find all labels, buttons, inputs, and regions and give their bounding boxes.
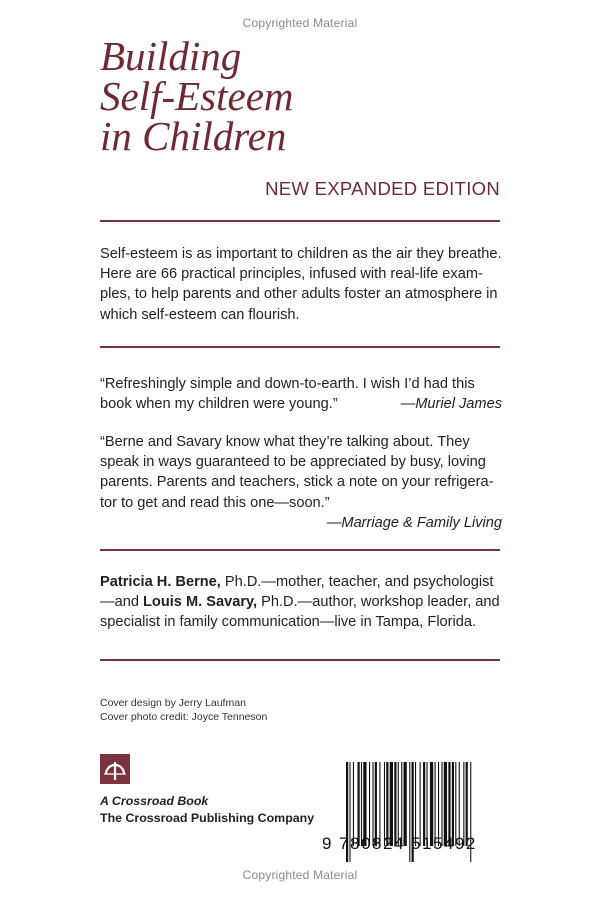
book-title <box>100 33 294 159</box>
description-line: ples, to help parents and other adults foster an atmosphere in <box>100 286 498 303</box>
description-line: which self-esteem can flourish. <box>100 306 300 323</box>
description <box>100 244 502 325</box>
author-bio-text: Ph.D.—mother, teacher, and psychologist <box>220 574 494 590</box>
title-line-1: Building <box>100 33 242 79</box>
quote-2-line: tor to get and read this one—soon.” <box>100 494 330 511</box>
author-bio <box>100 572 502 633</box>
quote-2-line: “Berne and Savary know what they’re talking about. They <box>100 434 470 450</box>
author-bio-text: specialist in family communication—live in Tampa, Florida. <box>100 614 477 631</box>
quote-2-attribution: —Marriage & Family Living <box>326 514 502 531</box>
quote-2-line: speak in ways guaranteed to be appreciated by busy, loving <box>100 454 486 471</box>
author-bio-text: Ph.D.—author, workshop leader, and <box>257 594 500 611</box>
publisher-imprint: A Crossroad Book <box>100 794 209 808</box>
divider-3 <box>100 549 500 551</box>
crossroad-logo-icon <box>100 754 130 784</box>
description-line: Self-esteem is as important to children as the air they breathe. <box>100 246 502 262</box>
quote-1-line: “Refreshingly simple and down-to-earth. I wish I’d had this <box>100 376 475 392</box>
title-line-2: Self-Esteem <box>100 73 294 119</box>
divider-4 <box>100 659 500 661</box>
quote-2 <box>100 432 502 533</box>
description-line: Here are 66 practical principles, infused with real-life exam- <box>100 266 483 283</box>
publisher-company: The Crossroad Publishing Company <box>100 811 315 825</box>
quote-1-line: book when my children were young.” <box>100 396 338 413</box>
author-name-1: Patricia H. Berne, <box>100 574 221 590</box>
author-name-2: Louis M. Savary, <box>143 594 258 611</box>
divider-1 <box>100 220 500 222</box>
cover-credits <box>100 696 267 724</box>
title-line-3: in Children <box>100 113 287 159</box>
divider-2 <box>100 346 500 348</box>
author-bio-text: —and <box>100 594 143 611</box>
watermark-bottom: Copyrighted Material <box>242 868 358 882</box>
cover-photo-credit: Cover photo credit: Joyce Tenneson <box>100 711 268 723</box>
cover-design-credit: Cover design by Jerry Laufman <box>100 697 246 709</box>
isbn-number: 9 780824 515492 <box>322 834 477 853</box>
quote-2-line: parents. Parents and teachers, stick a note on your refrigera- <box>100 474 494 491</box>
publisher <box>100 793 314 827</box>
edition-label: NEW EXPANDED EDITION <box>265 178 500 199</box>
watermark-top: Copyrighted Material <box>242 16 358 30</box>
quote-1 <box>100 374 502 414</box>
quote-1-attribution: —Muriel James <box>400 396 502 413</box>
